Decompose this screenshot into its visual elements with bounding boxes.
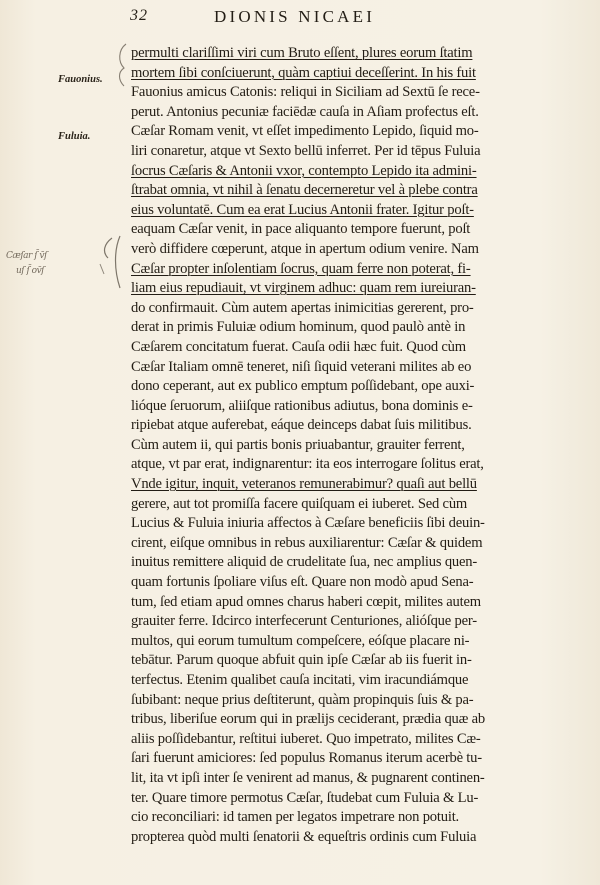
text-line: grauiter ferre. Idcirco interfecerunt Centuriones, alióſque per- bbox=[131, 613, 477, 630]
page-header bbox=[0, 5, 600, 29]
text-line: multos, qui eorum tumultum compeſcere, eóſque placare ni- bbox=[131, 632, 470, 649]
text-line: Cæſar Romam venit, vt eſſet impedimento Lepido, ſiquid mo- bbox=[131, 123, 479, 140]
handwritten-bracket-marks bbox=[0, 230, 135, 300]
text-line: Lucius & Fuluia iniuria affectos à Cæſare beneficiis ſibi deuin- bbox=[131, 515, 485, 532]
running-head: DIONIS NICAEI bbox=[214, 7, 376, 26]
text-line: Cæſarem concitatum fuerat. Cauſa odii hæc fuit. Quod cùm bbox=[131, 338, 466, 355]
text-line: tribus, liberiſue eorum qui in prælijs ceciderant, prædia quæ ab bbox=[131, 711, 485, 728]
margin-note-fulvia: Fuluia. bbox=[58, 131, 91, 142]
handwritten-annotation: Cæſar ſ̄ v̄ſ bbox=[6, 251, 47, 261]
text-line: ſocrus Cæſaris & Antonii vxor, contempto Lepido ita admini- bbox=[131, 162, 477, 179]
text-line: tum, ſed etiam apud omnes charus haberi cœpit, milites autem bbox=[131, 593, 481, 610]
text-line: Cæſar Italiam omnē teneret, niſi ſiquid veterani milites ab eo bbox=[131, 358, 472, 375]
page-number: 32 bbox=[130, 7, 148, 24]
text-line: propterea quòd multi ſenatorii & equeſtris ordinis cum Fuluia bbox=[131, 828, 477, 845]
text-line: do confirmauit. Cùm autem apertas inimicitias gererent, pro- bbox=[131, 299, 474, 316]
text-line: cirent, eiſque omnibus in rebus auxiliarentur: Cæſar & quidem bbox=[131, 534, 483, 551]
text-line: eius voluntatē. Cum ea erat Lucius Antonii frater. Igitur poſt- bbox=[131, 201, 474, 218]
text-line: ripiebat atque auferebat, eáque deinceps dabat ſuis militibus. bbox=[131, 417, 472, 434]
text-line: inuitus remittere aliquid de crudelitate ſua, nec amplius quen- bbox=[131, 554, 478, 571]
text-line: Fauonius amicus Catonis: reliqui in Siciliam ad Sextū ſe rece- bbox=[131, 84, 480, 101]
body-text bbox=[131, 44, 531, 847]
text-line: eaquam Cæſar venit, in pace aliquanto tempore fuerunt, poſt bbox=[131, 221, 471, 238]
text-line: aliis poſſidebantur, reſtitui iuberet. Quo impetrato, milites Cæ- bbox=[131, 730, 481, 747]
text-line: lióque ſeruorum, aliiſque rationibus adiutus, bona dominis e- bbox=[131, 397, 473, 414]
text-line: mortem ſibi conſciuerunt, quàm captiui deceſſerint. In his fuit bbox=[131, 64, 476, 81]
text-line: Vnde igitur, inquit, veteranos remunerabimur? quaſi aut bellū bbox=[131, 476, 477, 493]
margin-note-favonius: Fauonius. bbox=[58, 74, 103, 85]
text-line: perut. Antonius pecuniæ faciēdæ cauſa in Aſiam profectus eſt. bbox=[131, 103, 479, 120]
text-line: atque, vt par erat, indignarentur: ita eos interrogare ſolitus erat, bbox=[131, 456, 484, 473]
text-line: terfectus. Etenim qualibet cauſa incitati, vim iracundiámque bbox=[131, 672, 469, 688]
handwritten-bracket-top bbox=[110, 40, 132, 90]
text-line: verò diffidere cœperunt, atque in apertum odium venire. Nam bbox=[131, 240, 479, 257]
text-line: derat in primis Fuluiæ odium hominum, quod paulò antè in bbox=[131, 319, 466, 336]
text-line: permulti clariſſimi viri cum Bruto eſſent, plures eorum ſtatim bbox=[131, 45, 473, 61]
text-line: gerere, aut tot promiſſa facere quiſquam ei iuberet. Sed cùm bbox=[131, 495, 468, 512]
text-line: liam eius repudiauit, vt virginem adhuc: quam rem iureiuran- bbox=[131, 280, 476, 297]
text-line: ſubibant: neque prius deſtiterunt, quàm propinquis ſuis & pa- bbox=[131, 691, 474, 708]
text-line: ſtrabat omnia, vt nihil à ſenatu decerneretur vel à plebe contra bbox=[131, 182, 478, 199]
text-line: tebātur. Parum quoque abfuit quin ipſe Cæſar ab iis fuerit in- bbox=[131, 652, 472, 669]
text-line: Cæſar propter inſolentiam ſocrus, quam ferre non poterat, fi- bbox=[131, 260, 471, 277]
text-line: ter. Quare timore permotus Cæſar, ſtudebat cum Fuluia & Lu- bbox=[131, 789, 479, 806]
text-line: liri conaretur, atque vt Sexto bellū inferret. Per id tēpus Fuluia bbox=[131, 142, 481, 159]
text-line: quam fortunis ſpoliare viſus eſt. Quare non modò apud Sena- bbox=[131, 574, 474, 591]
handwritten-annotation: uſ ſ̄ ov̄ſ bbox=[16, 266, 45, 276]
text-line: dono ceperant, aut ex publico emptum poſſidebant, ope auxi- bbox=[131, 378, 475, 395]
text-line: lit, ita vt ipſi inter ſe venirent ad manus, & pugnarent continen- bbox=[131, 769, 485, 786]
text-line: Cùm autem ii, qui partis bonis priuabantur, grauiter ferrent, bbox=[131, 436, 465, 453]
text-line: cio reconciliari: id tamen per legatos impetrare non potuit. bbox=[131, 809, 459, 826]
text-line: ſari fuerunt amiciores: ſed populus Romanus iterum acerbè tu- bbox=[131, 750, 482, 767]
